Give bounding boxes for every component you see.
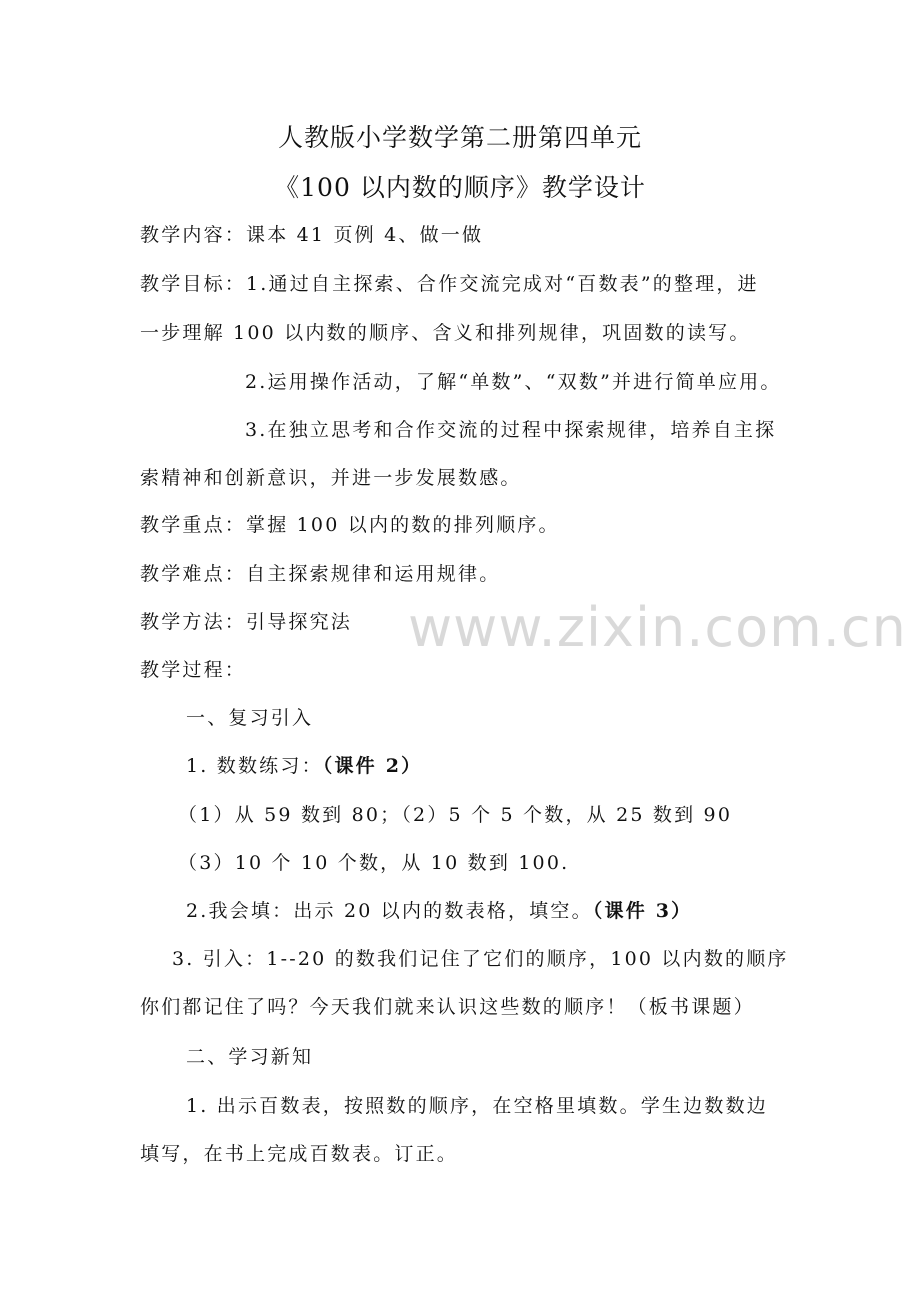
watermark: www.zixin.com.cn xyxy=(408,596,907,659)
teaching-objective-2: 2.运用操作活动，了解“单数”、“双数”并进行简单应用。 xyxy=(245,371,782,393)
teaching-difficulty: 教学难点：自主探索规律和运用规律。 xyxy=(140,563,501,585)
review-item-1-sub2: （3）10 个 10 个数，从 10 数到 100. xyxy=(178,852,570,874)
review-item-2 xyxy=(186,896,692,923)
teaching-objective-1a: 教学目标：1.通过自主探索、合作交流完成对“百数表”的整理，进 xyxy=(140,273,759,295)
teaching-objective-3a: 3.在独立思考和合作交流的过程中探索规律，培养自主探 xyxy=(245,419,777,441)
review-item-1-sub1: （1）从 59 数到 80；（2）5 个 5 个数，从 25 数到 90 xyxy=(178,804,733,826)
document-title-line1: 人教版小学数学第二册第四单元 xyxy=(277,123,642,152)
new-knowledge-item-1b: 填写，在书上完成百数表。订正。 xyxy=(140,1143,459,1165)
review-item-3a: 3. 引入：1--20 的数我们记住了它们的顺序，100 以内数的顺序 xyxy=(172,948,789,970)
review-item-1-text: 1. 数数练习： xyxy=(186,755,323,777)
teaching-objective-1b: 一步理解 100 以内数的顺序、含义和排列规律，巩固数的读写。 xyxy=(140,322,751,344)
teaching-process-heading: 教学过程： xyxy=(140,659,247,681)
new-knowledge-item-1a: 1. 出示百数表，按照数的顺序，在空格里填数。学生边数数边 xyxy=(186,1095,768,1117)
courseware-ref-2: （课件 2） xyxy=(322,755,423,777)
teaching-key-point: 教学重点：掌握 100 以内的数的排列顺序。 xyxy=(140,514,560,536)
teaching-method: 教学方法：引导探究法 xyxy=(140,611,353,633)
courseware-ref-3: （课件 3） xyxy=(592,900,693,922)
section-review-heading: 一、复习引入 xyxy=(186,707,314,729)
review-item-2-text: 2.我会填：出示 20 以内的数表格，填空。 xyxy=(186,900,593,922)
section-new-knowledge-heading: 二、学习新知 xyxy=(186,1046,314,1068)
teaching-content: 教学内容：课本 41 页例 4、做一做 xyxy=(140,224,484,246)
document-title-line2: 《100 以内数的顺序》教学设计 xyxy=(274,173,646,202)
teaching-objective-3b: 索精神和创新意识，并进一步发展数感。 xyxy=(140,467,522,489)
review-item-1 xyxy=(186,751,422,778)
review-item-3b: 你们都记住了吗？今天我们就来认识这些数的顺序！（板书课题） xyxy=(140,996,755,1018)
